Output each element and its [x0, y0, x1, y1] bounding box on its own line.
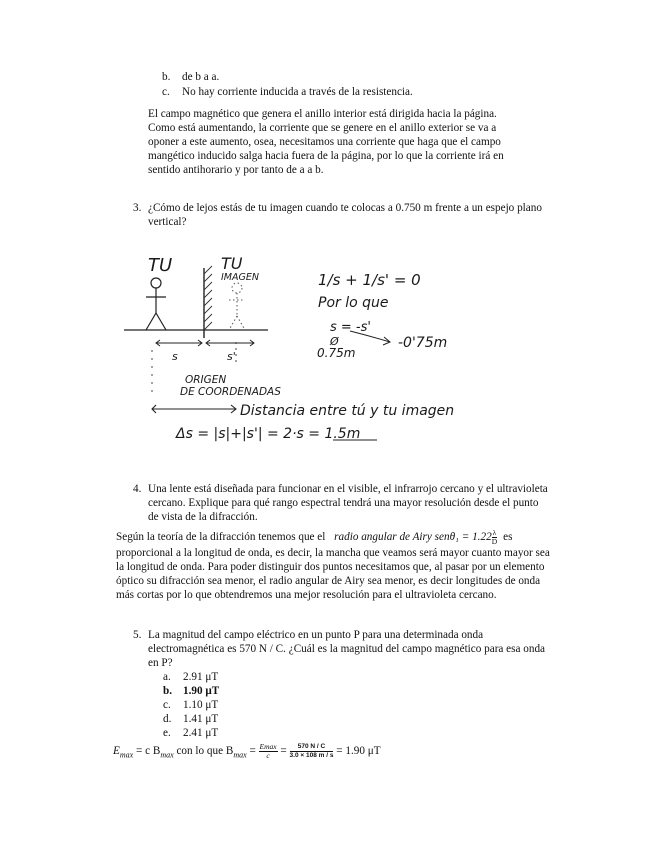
q5-option-c: c. 1.10 μT — [163, 699, 219, 711]
sketch-s-prime-label: s' — [227, 350, 236, 363]
q4-question-line: cercano. Explique para qué rango espectral tendrá una mayor resolución desde el punto — [148, 497, 539, 509]
q5-question-line: electromagnética es 570 N / C. ¿Cuál es la magnitud del campo magnético para esa onda — [148, 643, 546, 655]
q2-option-b-letter: b. — [162, 71, 171, 83]
q2-answer-line: mangético inducido salga hacia fuera de la página, por lo que la corriente irá en — [148, 150, 504, 162]
q5-question-line: en P? — [148, 657, 173, 669]
sketch-eq-s: s = -s' — [330, 320, 371, 335]
q2-answer-line: sentido antihorario y por tanto de a a b. — [148, 164, 324, 176]
q5-question — [148, 628, 545, 670]
q3-number: 3. — [133, 202, 142, 214]
q2-option-b-text: de b a a. — [182, 71, 220, 83]
q4-question-line: de vista de la difracción. — [148, 511, 258, 523]
q4-answer-first-line — [116, 529, 550, 546]
distance-arrow — [152, 405, 236, 413]
q5-option-e: e. 2.41 μT — [163, 727, 219, 739]
q3-question-line: vertical? — [148, 216, 187, 228]
sketch-imagen-label: IMAGEN — [221, 272, 259, 283]
sketch-origin-label: ORIGEN — [185, 374, 227, 386]
q4-question — [148, 482, 548, 524]
sketch-tu-label: TU — [148, 255, 173, 276]
q5-fraction-values: $\frac{570 N / C}{3.0 \times 108 m / s}$ — [289, 743, 334, 759]
dimension-arrows — [156, 340, 254, 346]
q2-answer-line: oponer a este aumento, osea, necesitamos una corriente que haga que el campo — [148, 136, 501, 148]
sketch-tu-image-label: TU — [221, 254, 243, 273]
q4-number: 4. — [133, 483, 142, 495]
q2-answer-line: El campo magnético que genera el anillo interior está dirigida hacia la página. — [148, 108, 497, 120]
q5-option-d: d. 1.41 μT — [163, 713, 219, 725]
q5-question-line: La magnitud del campo eléctrico en un punto P para una determinada onda — [148, 629, 484, 641]
q5-number: 5. — [133, 629, 142, 641]
sketch-eq-value: 0.75m — [317, 346, 356, 360]
q5-option-a: a. 2.91 μT — [163, 671, 219, 683]
q5-fraction-emax-c: $\frac{Emax}{c}$ — [259, 742, 277, 760]
q2-answer-line: Como está aumentando, la corriente que se genere en el anillo exterior se va a — [148, 122, 497, 134]
stick-figure-image — [229, 283, 245, 330]
sketch-eq-null: Ø — [330, 335, 339, 348]
q4-lambda-over-d: $\frac{\lambda}{D}$ — [491, 528, 498, 546]
q5-option-b: b. 1.90 μT — [163, 685, 220, 697]
q5-solution: $E_{max} = c$ $B_{max}$ con lo que $B_{max}$ = $\frac{Emax}{c}$ = $\frac{570 N / C}{3.0 \times 108 m / s}$ = 1.90 μT — [113, 742, 381, 760]
q3-question-line: ¿Cómo de lejos estás de tu imagen cuando te colocas a 0.750 m frente a un espejo plano — [148, 202, 542, 214]
q4-answer-suffix: es — [503, 531, 513, 544]
q4-airy-formula: radio angular de Airy senθ₁ = 1.22 — [334, 531, 492, 544]
sketch-eq-neg: -0'75m — [398, 335, 448, 351]
q4-answer-line: más cortas por lo que obtendremos una mejor resolución para el ultravioleta cercano. — [116, 589, 497, 601]
q2-option-c-letter: c. — [162, 86, 170, 98]
sketch-result: Δs = |s|+|s'| = 2·s = 1.5m — [176, 426, 361, 442]
sketch-s-label: s — [172, 350, 178, 363]
sketch-eq-lens: 1/s + 1/s' = 0 — [318, 271, 421, 289]
q4-answer-line: proporcional a la longitud de onda, es decir, la mancha que veamos será mayor cuanto mayor sea — [116, 547, 550, 559]
mirror-hatching — [204, 266, 212, 330]
q4-answer-line: óptico su difracción sea menor, el radio angular de Airy sea menor, es decir longitudes de onda — [116, 575, 541, 587]
q4-answer — [116, 529, 550, 602]
sketch-distance-label: Distancia entre tú y tu imagen — [240, 403, 455, 419]
q4-answer-prefix: Según la teoría de la difracción tenemos que el — [116, 531, 326, 544]
q2-option-c-text: No hay corriente inducida a través de la resistencia. — [182, 86, 413, 98]
q5-options — [163, 670, 219, 740]
q4-question-line: Una lente está diseñada para funcionar en el visible, el infrarrojo cercano y el ultravioleta — [148, 483, 548, 495]
stick-figure-you — [146, 278, 166, 330]
q4-answer-line: la longitud de onda. Para poder distinguir dos puntos necesitamos que, al pasar por un elemento — [116, 561, 545, 573]
sketch-coords-label: DE COORDENADAS — [180, 386, 281, 398]
sketch-por-lo-que: Por lo que — [318, 295, 389, 311]
